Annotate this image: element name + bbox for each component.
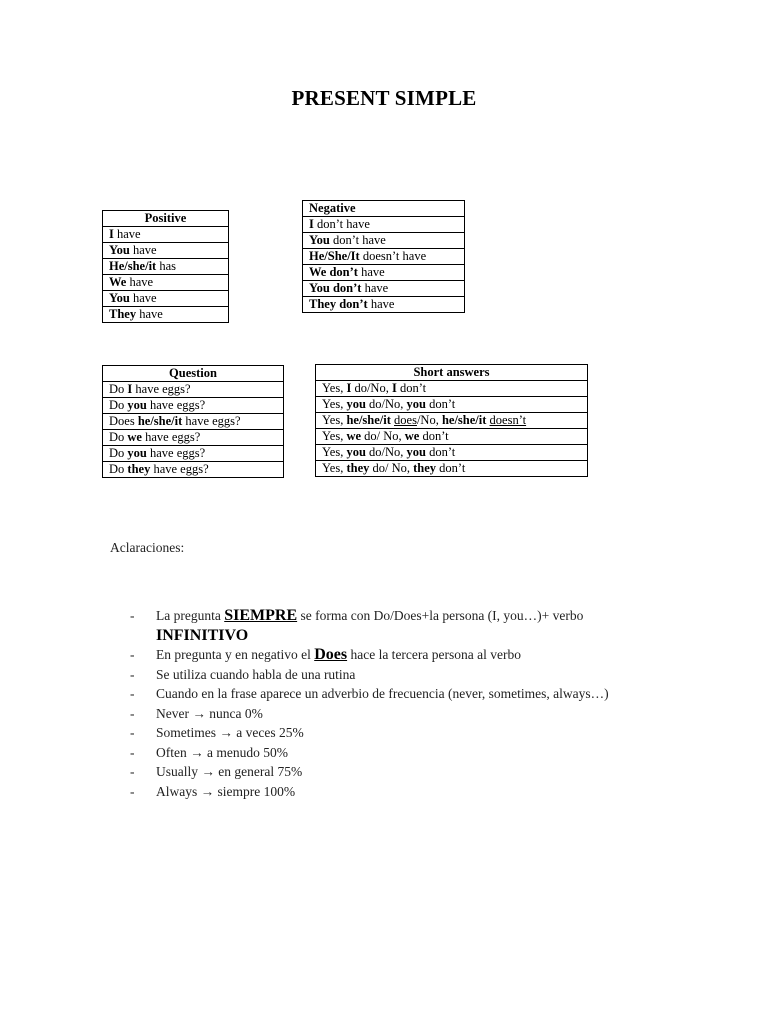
text-segment: Yes, — [322, 445, 347, 459]
text-segment: Does — [109, 414, 138, 428]
text-segment: has — [156, 259, 177, 273]
text-segment: have — [361, 281, 389, 295]
bold-text: we — [127, 430, 142, 444]
list-item — [130, 665, 650, 685]
table-cell — [316, 461, 588, 477]
bold-text: he/she/it — [137, 414, 183, 428]
table-cell — [103, 446, 284, 462]
list-item — [130, 723, 650, 743]
table-row — [303, 265, 465, 281]
table-cell — [316, 397, 588, 413]
bold-text: You — [109, 243, 130, 257]
list-item — [130, 782, 650, 802]
text-segment: Usually → en general 75% — [156, 764, 303, 779]
text-segment: have — [113, 227, 141, 241]
table-cell — [103, 462, 284, 478]
list-item — [130, 606, 650, 645]
table-row — [303, 249, 465, 265]
bold-text: they — [127, 462, 151, 476]
table-row — [303, 233, 465, 249]
table-row — [103, 382, 284, 398]
table-row — [103, 259, 229, 275]
text-segment: have eggs? — [146, 398, 206, 412]
table-row — [303, 281, 465, 297]
text-segment: Do — [109, 462, 128, 476]
text-segment: Do — [109, 382, 128, 396]
text-segment: don’t have — [313, 217, 370, 231]
positive-table — [102, 210, 229, 323]
notes-heading: Aclaraciones: — [110, 540, 185, 555]
bold-text: I — [391, 381, 397, 395]
text-segment: Do — [109, 446, 128, 460]
text-segment: Often → a menudo 50% — [156, 744, 288, 760]
table-cell — [303, 233, 465, 249]
bold-text: we — [346, 429, 362, 443]
text-segment: have eggs? — [182, 414, 241, 428]
emphasis-text: SIEMPRE — [224, 607, 298, 624]
table-header: Positive — [103, 211, 229, 227]
bold-text: You — [309, 233, 330, 247]
table-row — [316, 461, 588, 477]
bold-text: he/she/it — [441, 413, 487, 427]
table-cell — [103, 291, 229, 307]
page-title: PRESENT SIMPLE — [291, 86, 477, 110]
table-row — [103, 243, 229, 259]
text-segment: have — [129, 291, 157, 305]
text-segment: Cuando en la frase aparece un adverbio de frecuencia (never, sometimes, always…) — [156, 686, 609, 701]
text-segment: Yes, — [322, 413, 347, 427]
text-segment: have — [367, 297, 395, 311]
table-cell — [316, 413, 588, 429]
text-segment: do/No, — [365, 397, 407, 411]
text-segment: do/ No, — [369, 461, 414, 475]
table-cell — [103, 307, 229, 323]
bold-text: you — [127, 398, 147, 412]
text-segment: doesn’t — [489, 413, 527, 427]
text-segment: do/No, — [351, 381, 392, 395]
text-segment: Yes, — [322, 397, 347, 411]
text-segment: have eggs? — [141, 430, 201, 444]
table-row — [103, 227, 229, 243]
table-cell — [316, 429, 588, 445]
text-segment: have eggs? — [150, 462, 209, 476]
text-segment: Do — [109, 398, 128, 412]
table-cell — [103, 227, 229, 243]
table-cell — [303, 265, 465, 281]
table-cell — [303, 297, 465, 313]
bold-text: We don’t — [309, 265, 358, 279]
table-header: Short answers — [316, 365, 588, 381]
bold-text: I — [109, 227, 114, 241]
text-segment: does — [394, 413, 417, 427]
table-cell — [103, 243, 229, 259]
text-segment: Sometimes → a veces 25% — [156, 725, 304, 740]
bold-text: he/she/it — [346, 413, 391, 427]
table-row — [316, 413, 588, 429]
table-row — [103, 462, 284, 478]
short-answers-table — [315, 364, 588, 477]
bold-text: they — [413, 461, 437, 475]
list-item — [130, 762, 650, 782]
text-segment: don’t — [396, 381, 427, 395]
text-segment: Yes, — [322, 381, 347, 395]
bold-text: We — [109, 275, 127, 289]
table-row — [103, 446, 284, 462]
text-segment: have eggs? — [132, 382, 191, 396]
table-cell — [303, 217, 465, 233]
text-segment: do/No, — [365, 445, 407, 459]
table-cell — [303, 281, 465, 297]
text-segment: Yes, — [322, 461, 347, 475]
table-row — [316, 381, 588, 397]
table-cell — [103, 430, 284, 446]
bold-text: You don’t — [309, 281, 362, 295]
text-segment: Never → nunca 0% — [156, 705, 263, 721]
text-segment: Yes, — [322, 429, 347, 443]
bold-text: you — [127, 446, 147, 460]
bold-text: They don’t — [309, 297, 368, 311]
text-segment: Do — [109, 430, 128, 444]
table-cell — [316, 445, 588, 461]
bold-text: you — [346, 397, 366, 411]
table-row — [303, 217, 465, 233]
bold-text: He/she/it — [109, 259, 157, 273]
table-cell — [103, 259, 229, 275]
bold-text: You — [109, 291, 130, 305]
table-row — [103, 275, 229, 291]
bold-text: He/She/It — [309, 249, 360, 263]
emphasis-text: Does — [314, 646, 348, 663]
text-segment: have — [136, 307, 163, 321]
text-segment: Se utiliza cuando habla de una rutina — [156, 666, 356, 682]
bold-text: we — [404, 429, 420, 443]
question-table — [102, 365, 284, 478]
table-row — [103, 307, 229, 323]
text-segment: have — [126, 275, 154, 289]
text-segment: /No, — [416, 413, 442, 427]
bold-text: they — [346, 461, 370, 475]
table-row — [316, 429, 588, 445]
text-segment: La pregunta — [156, 608, 225, 623]
text-segment: En pregunta y en negativo el — [156, 647, 315, 662]
bold-text: They — [109, 307, 137, 321]
table-row — [316, 397, 588, 413]
notes-list — [130, 606, 650, 801]
table-row — [303, 297, 465, 313]
table-row — [316, 445, 588, 461]
text-segment: doesn’t have — [359, 249, 427, 263]
text-segment: have — [129, 243, 157, 257]
table-row — [103, 430, 284, 446]
table-cell — [103, 275, 229, 291]
text-segment: don’t — [419, 429, 449, 443]
table-cell — [316, 381, 588, 397]
bold-text: you — [346, 445, 366, 459]
text-segment: Always → siempre 100% — [156, 783, 296, 799]
bold-text: I — [127, 382, 133, 396]
negative-table — [302, 200, 465, 313]
table-row — [103, 291, 229, 307]
text-segment: have — [357, 265, 385, 279]
table-cell — [103, 398, 284, 414]
bold-text: I — [309, 217, 314, 231]
table-header: Negative — [303, 201, 465, 217]
bold-text: you — [406, 397, 426, 411]
table-cell — [303, 249, 465, 265]
text-segment: se forma con Do/Does+la persona (I, you…)+ verbo — [297, 608, 584, 623]
table-row — [103, 414, 284, 430]
text-segment: have eggs? — [146, 446, 206, 460]
list-item — [130, 684, 650, 704]
text-segment: don’t — [425, 445, 456, 459]
emphasis-text: INFINITIVO — [156, 626, 249, 644]
text-segment: don’t — [425, 397, 456, 411]
text-segment: don’t — [436, 461, 466, 475]
text-segment: do/ No, — [361, 429, 405, 443]
table-header: Question — [103, 366, 284, 382]
list-item — [130, 704, 650, 724]
bold-text: you — [406, 445, 426, 459]
table-cell — [103, 414, 284, 430]
list-item — [130, 645, 650, 665]
table-cell — [103, 382, 284, 398]
list-item — [130, 743, 650, 763]
text-segment: don’t have — [329, 233, 386, 247]
text-segment: hace la tercera persona al verbo — [347, 647, 521, 662]
table-row — [103, 398, 284, 414]
bold-text: I — [346, 381, 352, 395]
